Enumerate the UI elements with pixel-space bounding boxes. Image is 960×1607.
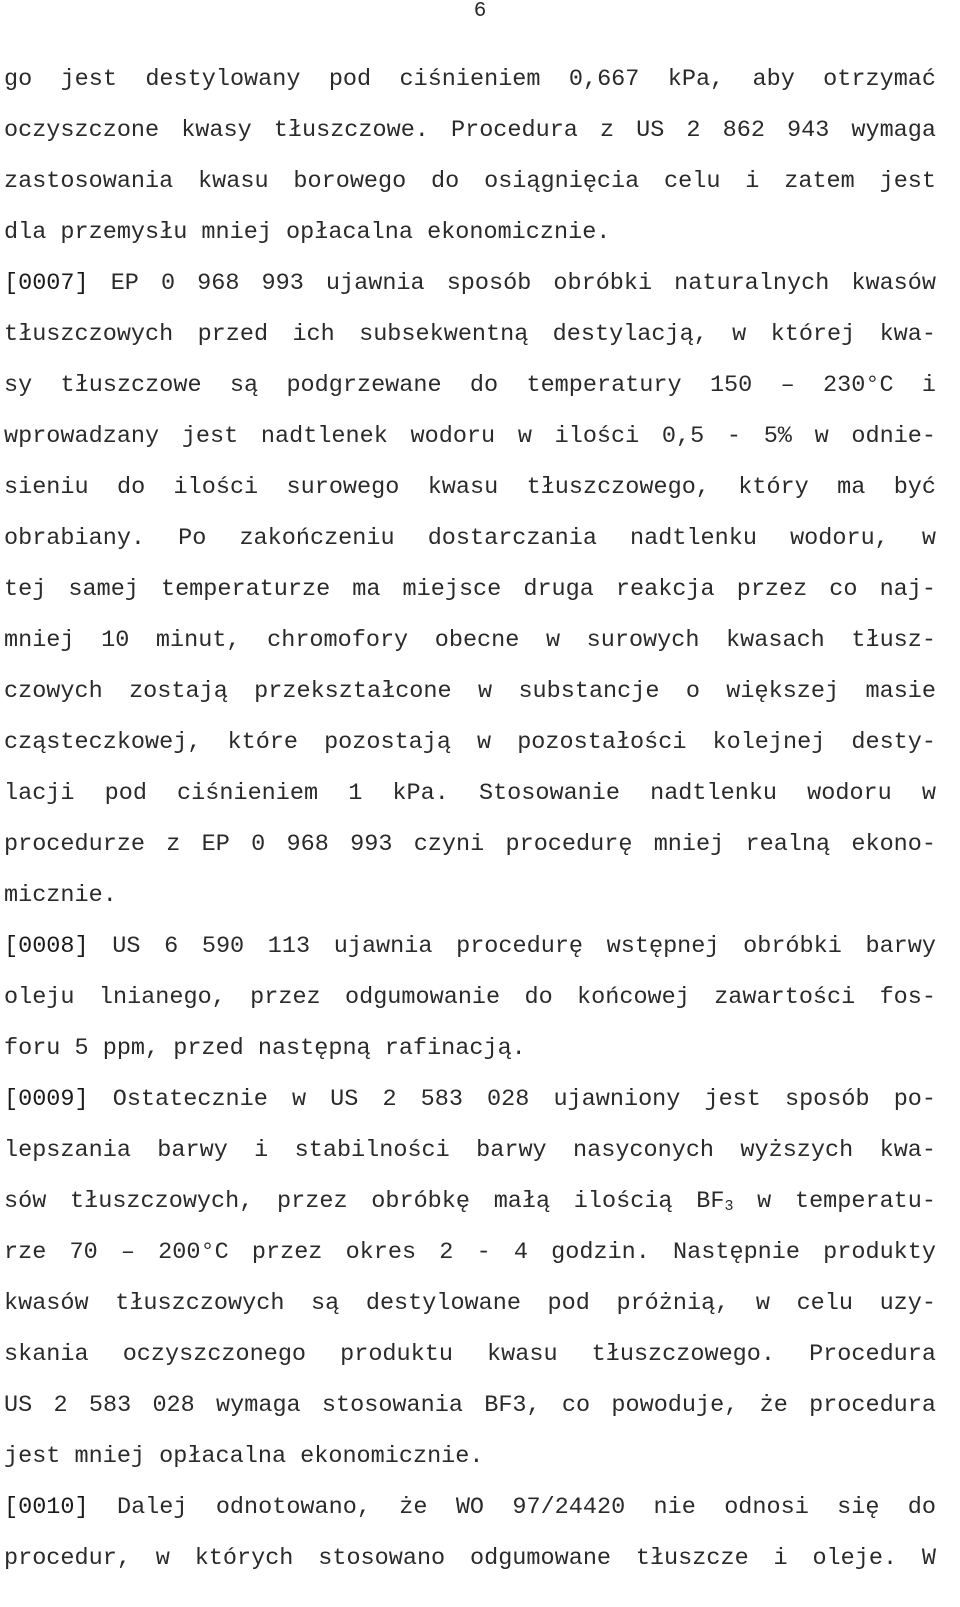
paragraph-number: [0009] (4, 1086, 89, 1113)
line-text: sów tłuszczowych, przez obróbkę małą ilością BF (4, 1188, 725, 1215)
line-text: czowych zostają przekształcone w substancje o większej masie (4, 678, 936, 705)
text-line (4, 1023, 936, 1074)
text-line (4, 309, 936, 360)
line-text: obrabiany. Po zakończeniu dostarczania nadtlenku wodoru, w (4, 525, 936, 552)
line-text: zastosowania kwasu borowego do osiągnięcia celu i zatem jest (4, 168, 936, 195)
text-line (4, 207, 936, 258)
text-line (4, 768, 936, 819)
subscript: 3 (724, 1198, 734, 1215)
text-line (4, 1227, 936, 1278)
paragraph-number: [0010] (4, 1494, 89, 1521)
text-line (4, 411, 936, 462)
line-text: go jest destylowany pod ciśnieniem 0,667 kPa, aby otrzymać (4, 66, 936, 93)
line-text: sy tłuszczowe są podgrzewane do temperatury 150 – 230°C i (4, 372, 936, 399)
line-text: foru 5 ppm, przed następną rafinacją. (4, 1035, 526, 1062)
line-text: US 2 583 028 wymaga stosowania BF3, co powoduje, że procedura (4, 1392, 936, 1419)
text-line (4, 615, 936, 666)
text-line (4, 1278, 936, 1329)
text-line (4, 921, 936, 972)
text-line (4, 258, 936, 309)
text-line (4, 564, 936, 615)
line-text: cząsteczkowej, które pozostają w pozostałości kolejnej desty- (4, 729, 936, 756)
document-body (4, 54, 936, 1584)
text-line (4, 819, 936, 870)
text-line (4, 1074, 936, 1125)
page-number: 6 (473, 0, 487, 23)
line-text: micznie. (4, 882, 117, 909)
text-line (4, 54, 936, 105)
line-text: jest mniej opłacalna ekonomicznie. (4, 1443, 484, 1470)
text-line (4, 1329, 936, 1380)
line-text: oczyszczone kwasy tłuszczowe. Procedura z US 2 862 943 wymaga (4, 117, 936, 144)
line-text: tłuszczowych przed ich subsekwentną destylacją, w której kwa- (4, 321, 936, 348)
line-text: kwasów tłuszczowych są destylowane pod próżnią, w celu uzy- (4, 1290, 936, 1317)
text-line (4, 513, 936, 564)
line-text: US 6 590 113 ujawnia procedurę wstępnej obróbki barwy (88, 933, 936, 960)
line-text: rze 70 – 200°C przez okres 2 - 4 godzin. Następnie produkty (4, 1239, 936, 1266)
paragraph-number: [0007] (4, 270, 89, 297)
paragraph-number: [0008] (4, 933, 89, 960)
text-line (4, 1380, 936, 1431)
line-text: wprowadzany jest nadtlenek wodoru w ilości 0,5 - 5% w odnie- (4, 423, 936, 450)
line-text: procedurze z EP 0 968 993 czyni procedurę mniej realną ekono- (4, 831, 936, 858)
line-text: tej samej temperaturze ma miejsce druga reakcja przez co naj- (4, 576, 936, 603)
text-line (4, 870, 936, 921)
text-line (4, 360, 936, 411)
line-text: lacji pod ciśnieniem 1 kPa. Stosowanie nadtlenku wodoru w (4, 780, 936, 807)
line-text: Ostatecznie w US 2 583 028 ujawniony jest sposób po- (88, 1086, 936, 1113)
text-line (4, 1125, 936, 1176)
line-text: oleju lnianego, przez odgumowanie do końcowej zawartości fos- (4, 984, 936, 1011)
text-line (4, 1482, 936, 1533)
text-line (4, 105, 936, 156)
line-text: mniej 10 minut, chromofory obecne w surowych kwasach tłusz- (4, 627, 936, 654)
text-line (4, 156, 936, 207)
line-text: Dalej odnotowano, że WO 97/24420 nie odnosi się do (88, 1494, 936, 1521)
text-line (4, 462, 936, 513)
text-line (4, 717, 936, 768)
text-line (4, 1533, 936, 1584)
line-text: dla przemysłu mniej opłacalna ekonomicznie. (4, 219, 611, 246)
line-text: EP 0 968 993 ujawnia sposób obróbki naturalnych kwasów (88, 270, 936, 297)
line-text: lepszania barwy i stabilności barwy nasyconych wyższych kwa- (4, 1137, 936, 1164)
text-line (4, 1176, 936, 1227)
line-text: skania oczyszczonego produktu kwasu tłuszczowego. Procedura (4, 1341, 936, 1368)
text-line (4, 666, 936, 717)
line-text-continued: w temperatu- (733, 1188, 936, 1215)
line-text: sieniu do ilości surowego kwasu tłuszczowego, który ma być (4, 474, 936, 501)
text-line (4, 1431, 936, 1482)
text-line (4, 972, 936, 1023)
line-text: procedur, w których stosowano odgumowane tłuszcze i oleje. W (4, 1545, 936, 1572)
